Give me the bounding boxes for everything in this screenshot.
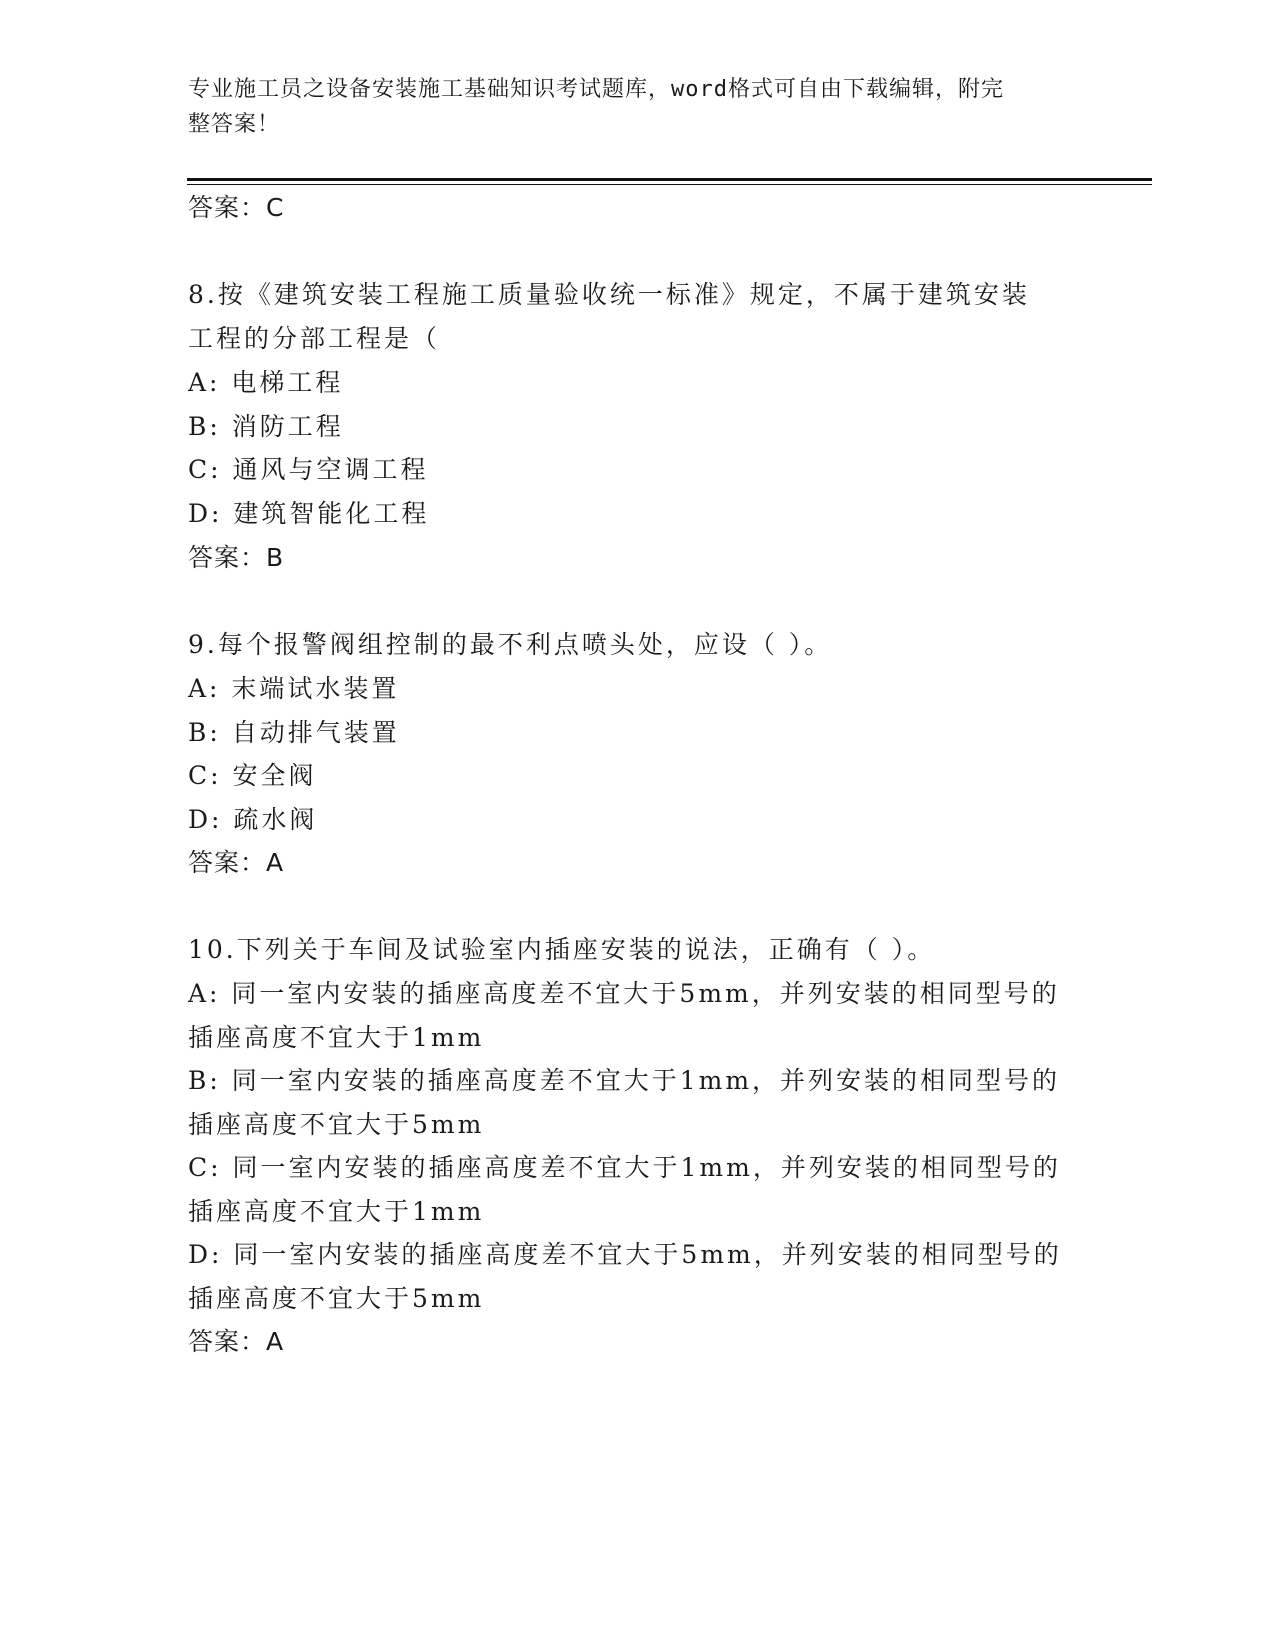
q10-option-a-line-2: 插座高度不宜大于1mm [188,1023,485,1052]
q10-stem-line-1: 10.下列关于车间及试验室内插座安装的说法，正确有（ ）。 [188,935,936,964]
header-divider-thick [187,178,1152,181]
answer-previous: 答案：C [188,193,285,222]
document-header [188,72,1068,142]
header-line-1: 专业施工员之设备安装施工基础知识考试题库，word格式可自由下载编辑，附完 [188,77,1004,102]
q10-option-c-line-2: 插座高度不宜大于1mm [188,1197,485,1226]
q9-stem-line-1: 9.每个报警阀组控制的最不利点喷头处，应设（ ）。 [188,630,833,659]
q9-option-a: A: 末端试水装置 [188,674,400,703]
q9-option-c: C: 安全阀 [188,761,317,790]
q10-option-d-line-2: 插座高度不宜大于5mm [188,1284,485,1313]
q10-option-d-line-1: D: 同一室内安装的插座高度差不宜大于5mm，并列安装的相同型号的 [188,1240,1062,1269]
header-line-2: 整答案！ [188,112,281,137]
q8-answer: 答案：B [188,543,285,572]
q8-option-d: D: 建筑智能化工程 [188,499,430,528]
q8-stem-line-2: 工程的分部工程是（ [188,324,441,353]
q9-option-b: B: 自动排气装置 [188,718,400,747]
q10-option-b-line-2: 插座高度不宜大于5mm [188,1110,485,1139]
q8-option-b: B: 消防工程 [188,412,344,441]
q10-answer: 答案：A [188,1327,285,1356]
q10-option-a-line-1: A: 同一室内安装的插座高度差不宜大于5mm，并列安装的相同型号的 [188,979,1060,1008]
q10-option-b-line-1: B: 同一室内安装的插座高度差不宜大于1mm，并列安装的相同型号的 [188,1066,1061,1095]
q8-stem-line-1: 8.按《建筑安装工程施工质量验收统一标准》规定，不属于建筑安装 [188,280,1030,309]
q10-option-c-line-1: C: 同一室内安装的插座高度差不宜大于1mm，并列安装的相同型号的 [188,1153,1061,1182]
q8-option-a: A: 电梯工程 [188,368,344,397]
q9-answer: 答案：A [188,848,285,877]
q9-option-d: D: 疏水阀 [188,805,318,834]
q8-option-c: C: 通风与空调工程 [188,455,429,484]
header-divider-thin [187,184,1152,185]
